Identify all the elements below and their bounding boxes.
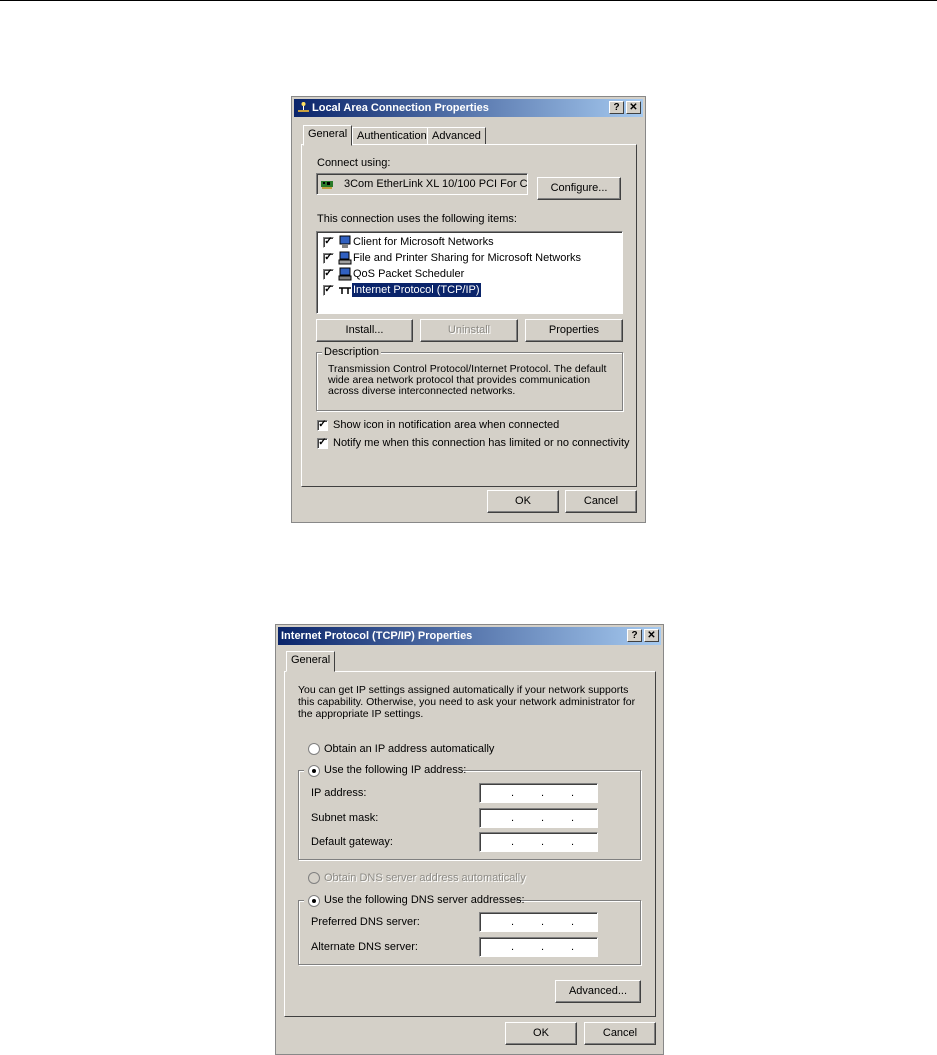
description-label: Description [324, 346, 380, 358]
ip-dot: . [571, 812, 575, 824]
page-top-rule [0, 0, 937, 1]
alternate-dns-input[interactable] [479, 937, 598, 957]
default-gateway-input[interactable] [479, 832, 598, 852]
use-dns-option [304, 893, 525, 909]
notify-checkbox[interactable]: ✓ [318, 437, 327, 448]
tab-authentication[interactable]: Authentication [352, 127, 432, 145]
ip-address-input[interactable] [479, 783, 598, 803]
list-item[interactable] [323, 267, 613, 283]
components-list[interactable] [316, 231, 623, 314]
item-checkbox[interactable]: ✓ [324, 252, 333, 263]
list-item[interactable] [323, 235, 613, 251]
preferred-dns-label: Preferred DNS server: [311, 916, 420, 928]
list-item[interactable] [323, 251, 613, 267]
ip-dot: . [511, 787, 515, 799]
intro-text: You can get IP settings assigned automatically if your network supports this capability. Otherwise, you need to ask your network administrator for the appropriate IP settings. [298, 684, 636, 720]
ok-button[interactable]: OK [505, 1022, 577, 1045]
dialog-title: Local Area Connection Properties [312, 102, 489, 114]
item-checkbox[interactable]: ✓ [324, 268, 333, 279]
network-client-icon [338, 235, 352, 249]
item-label: Client for Microsoft Networks [353, 236, 494, 248]
properties-button[interactable]: Properties [525, 319, 623, 342]
description-text: Transmission Control Protocol/Internet Protocol. The default wide area network protocol that provides communication across diverse interconnected networks. [328, 363, 607, 397]
cancel-button[interactable]: Cancel [565, 490, 637, 513]
ip-dot: . [571, 836, 575, 848]
title-bar[interactable] [278, 627, 661, 645]
close-button[interactable]: ✕ [626, 101, 641, 114]
qos-scheduler-icon [338, 267, 352, 281]
ip-dot: . [571, 916, 575, 928]
show-icon-label[interactable]: Show icon in notification area when connected [333, 419, 560, 431]
ip-dot: . [571, 787, 575, 799]
obtain-dns-radio[interactable] [308, 872, 320, 884]
ip-dot: . [571, 941, 575, 953]
tab-advanced[interactable]: Advanced [427, 127, 486, 145]
connect-using-label: Connect using: [317, 157, 391, 169]
use-ip-radio[interactable] [308, 765, 320, 777]
tcpip-properties-dialog [275, 624, 664, 1055]
item-checkbox[interactable]: ✓ [324, 284, 333, 295]
alternate-dns-label: Alternate DNS server: [311, 941, 418, 953]
file-printer-sharing-icon [338, 251, 352, 265]
ip-dot: . [541, 812, 545, 824]
adapter-name: 3Com EtherLink XL 10/100 PCI For C [344, 178, 528, 190]
item-label: QoS Packet Scheduler [353, 268, 465, 280]
item-checkbox[interactable]: ✓ [324, 236, 333, 247]
configure-button[interactable]: Configure... [537, 177, 621, 200]
uninstall-button[interactable]: Uninstall [420, 319, 518, 342]
default-gateway-label: Default gateway: [311, 836, 393, 848]
ip-dot: . [541, 941, 545, 953]
notify-label[interactable]: Notify me when this connection has limited or no connectivity [333, 437, 630, 449]
subnet-mask-label: Subnet mask: [311, 812, 379, 824]
network-connection-icon [297, 101, 310, 114]
ip-dot: . [541, 787, 545, 799]
help-button[interactable]: ? [627, 629, 642, 642]
use-ip-label[interactable]: Use the following IP address: [324, 764, 467, 776]
list-item[interactable] [323, 283, 613, 299]
cancel-button[interactable]: Cancel [584, 1022, 656, 1045]
ip-dot: . [511, 836, 515, 848]
protocol-icon [338, 283, 352, 297]
adapter-name-field [316, 173, 528, 195]
use-dns-radio[interactable] [308, 895, 320, 907]
obtain-dns-label[interactable]: Obtain DNS server address automatically [324, 872, 526, 884]
obtain-ip-radio[interactable] [308, 743, 320, 755]
close-button[interactable]: ✕ [644, 629, 659, 642]
items-label: This connection uses the following items: [317, 213, 517, 225]
install-button[interactable]: Install... [316, 319, 413, 342]
tab-general[interactable]: General [286, 651, 335, 672]
title-bar[interactable] [294, 99, 643, 117]
dialog-title: Internet Protocol (TCP/IP) Properties [281, 630, 473, 642]
local-area-connection-dialog [291, 96, 646, 523]
obtain-ip-label[interactable]: Obtain an IP address automatically [324, 743, 495, 755]
advanced-button[interactable]: Advanced... [555, 980, 641, 1003]
ip-dot: . [511, 941, 515, 953]
preferred-dns-input[interactable] [479, 912, 598, 932]
tab-general[interactable]: General [303, 125, 352, 146]
ip-dot: . [541, 916, 545, 928]
item-label-selected: Internet Protocol (TCP/IP) [353, 284, 480, 296]
ip-address-label: IP address: [311, 787, 367, 799]
subnet-mask-input[interactable] [479, 808, 598, 828]
ip-dot: . [511, 916, 515, 928]
use-dns-label[interactable]: Use the following DNS server addresses: [324, 894, 525, 906]
network-adapter-icon [320, 177, 334, 191]
ip-dot: . [541, 836, 545, 848]
item-label: File and Printer Sharing for Microsoft Networks [353, 252, 582, 264]
use-ip-option [304, 763, 467, 779]
show-icon-checkbox[interactable]: ✓ [318, 419, 327, 430]
ok-button[interactable]: OK [487, 490, 559, 513]
ip-dot: . [511, 812, 515, 824]
help-button[interactable]: ? [609, 101, 624, 114]
